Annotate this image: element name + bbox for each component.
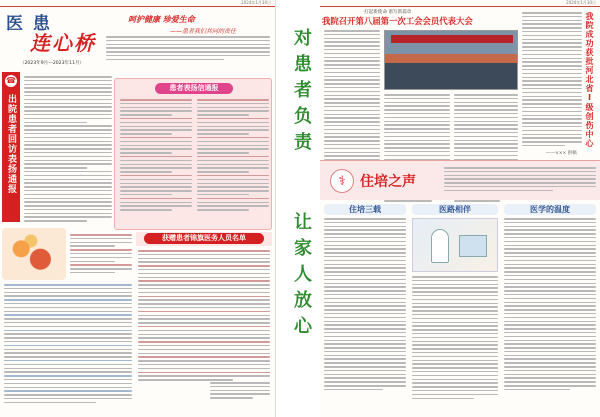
spine-slogan [276,0,320,417]
pennant-list [138,250,270,383]
sub-title-3: 医学的温度 [504,204,596,215]
illustration [412,218,498,272]
side-title-bar [2,72,20,222]
sub-col-2 [412,276,498,401]
left-date-line: 2024年1月30日 [0,0,275,7]
slogan-line-2: ——患者我们共同的责任 [170,28,237,35]
masthead-title-1: 医 患 [6,14,52,34]
doctor-icon: ⚕ [330,169,354,193]
trauma-center-title: 我院成功获批河北省Ⅰ级创伤中心 [585,12,594,148]
left-page [0,0,276,417]
trauma-text-1 [522,12,582,149]
sub-title-1: 住培三载 [324,204,406,215]
spine-slogan-bottom: 让家人放心 [291,212,312,342]
article-col-1 [324,30,380,170]
left-column-text [24,76,112,224]
period-text: （2023年9月—2023年11月） [19,61,85,66]
left-footer [210,382,270,401]
slogan-line-1: 呵护健康 珍爱生命 [128,15,195,24]
trauma-footer: ——××× 供稿 [546,151,577,156]
blossom-decoration [2,228,66,280]
headline: 我院召开第八届第一次工会会员代表大会 [322,16,473,26]
sub-col-3 [504,218,596,393]
intro-text [106,36,270,63]
masthead-title-2: 连心桥 [30,31,96,55]
headline-small: 打起新使命 谱写新篇章 [364,10,412,15]
sub-title-2: 医路相伴 [412,204,498,215]
lower-left-list [4,284,132,406]
praise-col-1 [120,99,192,213]
praise-box-title: 患者表扬信通报 [155,83,233,94]
masthead [6,9,96,67]
residency-header [320,160,600,200]
pennant-box [136,232,272,246]
meeting-photo [384,30,518,90]
pennant-box-title: 获赠患者锦旗医务人员名单 [144,233,264,244]
praise-col-2 [197,99,269,213]
lower-left-text [70,234,132,276]
residency-intro [444,167,596,194]
right-page [320,0,600,417]
spine-slogan-top: 对患者负责 [291,28,312,158]
phone-icon: ☎ [6,76,16,85]
sub-col-1 [324,218,406,393]
side-title: 出院患者回访表扬通报 [6,94,16,194]
residency-title: 住培之声 [360,174,416,190]
right-date-line: 2024年1月30日 [320,0,600,7]
praise-box [114,78,272,230]
